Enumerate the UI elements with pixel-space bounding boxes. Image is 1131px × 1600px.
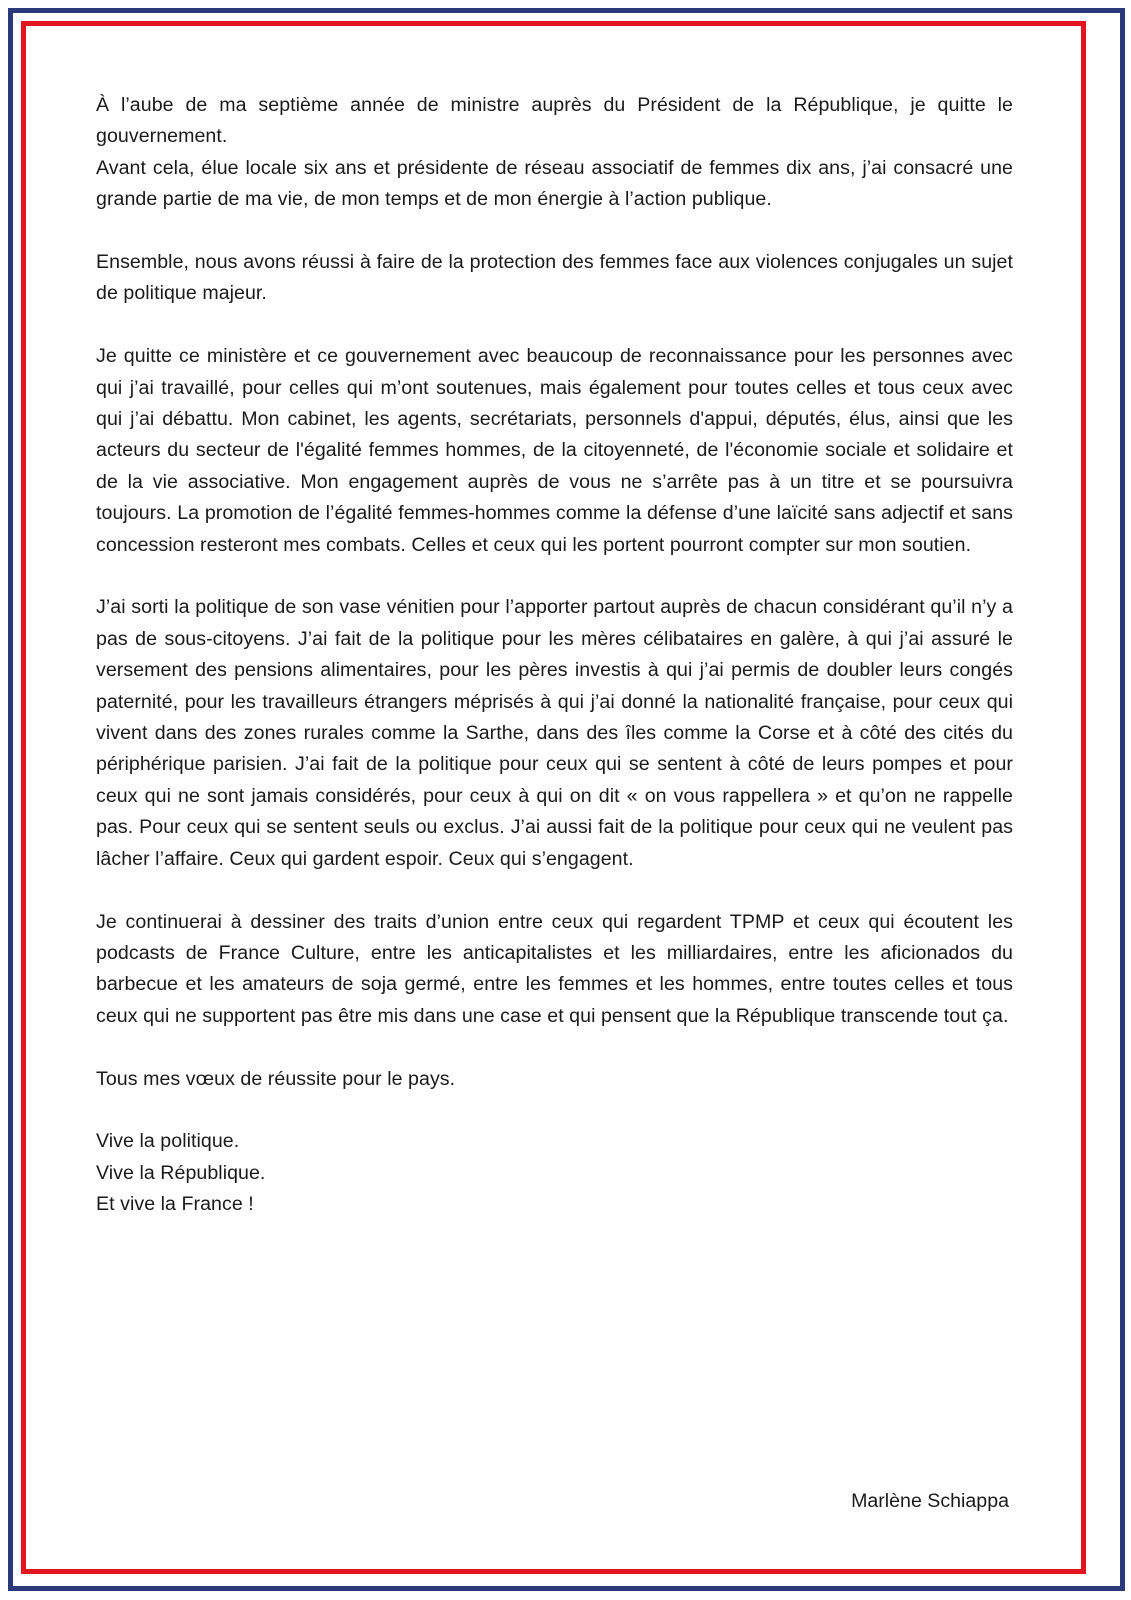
- paragraph-thanks: Je quitte ce ministère et ce gouvernement avec beaucoup de reconnaissance pour les personnes avec qui j’ai travaillé, pour celles qui m’ont soutenues, mais également pour toutes celles et tous ceux avec qui j’ai débattu. Mon cabinet, les agents, secrétariats, personnels d'appui, députés, élus, ainsi que les acteurs du secteur de l'égalité femmes hommes, de la citoyenneté, de l'économie sociale et solidaire et de la vie associative. Mon engagement auprès de vous ne s’arrête pas à un titre et se poursuivra toujours. La promotion de l’égalité femmes-hommes comme la défense d’une laïcité sans adjectif et sans concession resteront mes combats. Celles et ceux qui les portent pourront compter sur mon soutien.: [96, 345, 1013, 556]
- paragraph-future: Je continuerai à dessiner des traits d’union entre ceux qui regardent TPMP et ceux qui écoutent les podcasts de France Culture, entre les anticapitalistes et les milliardaires, entre les aficionados du barbecue et les amateurs de soja germé, entre les femmes et les hommes, entre toutes celles et tous ceux qui ne supportent pas être mis dans une case et qui pensent que la République transcende tout ça.: [96, 910, 1013, 1027]
- signature: Marlène Schiappa: [851, 1490, 1009, 1512]
- closing-line-3: Et vive la France !: [96, 1193, 254, 1216]
- intro-line-1: À l’aube de ma septième année de ministre auprès du Président de la République, je quitte le gouvernement.: [96, 94, 1013, 148]
- paragraph-violences: Ensemble, nous avons réussi à faire de la protection des femmes face aux violences conjugales un sujet de politique majeur.: [96, 251, 1013, 305]
- intro-line-2: Avant cela, élue locale six ans et présidente de réseau associatif de femmes dix ans, j’ai consacré une grande partie de ma vie, de mon temps et de mon énergie à l’action publique.: [96, 156, 1013, 211]
- closing-block: [96, 1126, 1013, 1220]
- letter-body: [96, 90, 1013, 1221]
- closing-line-2: Vive la République.: [96, 1161, 266, 1184]
- paragraph-politics: J’ai sorti la politique de son vase vénitien pour l’apporter partout auprès de chacun considérant qu’il n’y a pas de sous-citoyens. J’ai fait de la politique pour les mères célibataires en galère, à qui j’ai assuré le versement des pensions alimentaires, pour les pères investis à qui j’ai permis de doubler leurs congés paternité, pour les travailleurs étrangers méprisés à qui j’ai donné la nationalité française, pour ceux qui vivent dans des zones rurales comme la Sarthe, dans des îles comme la Corse et à côté des cités du périphérique parisien. J’ai fait de la politique pour ceux qui se sentent à côté de leurs pompes et pour ceux qui ne sont jamais considérés, pour ceux à qui on dit « on vous rappellera » et qu’on ne rappelle pas. Pour ceux qui se sentent seuls ou exclus. J’ai aussi fait de la politique pour ceux qui ne veulent pas lâcher l’affaire. Ceux qui gardent espoir. Ceux qui s’engagent.: [96, 596, 1013, 870]
- wishes-line: Tous mes vœux de réussite pour le pays.: [96, 1067, 456, 1090]
- intro-paragraph: [96, 90, 1013, 216]
- closing-line-1: Vive la politique.: [96, 1130, 240, 1153]
